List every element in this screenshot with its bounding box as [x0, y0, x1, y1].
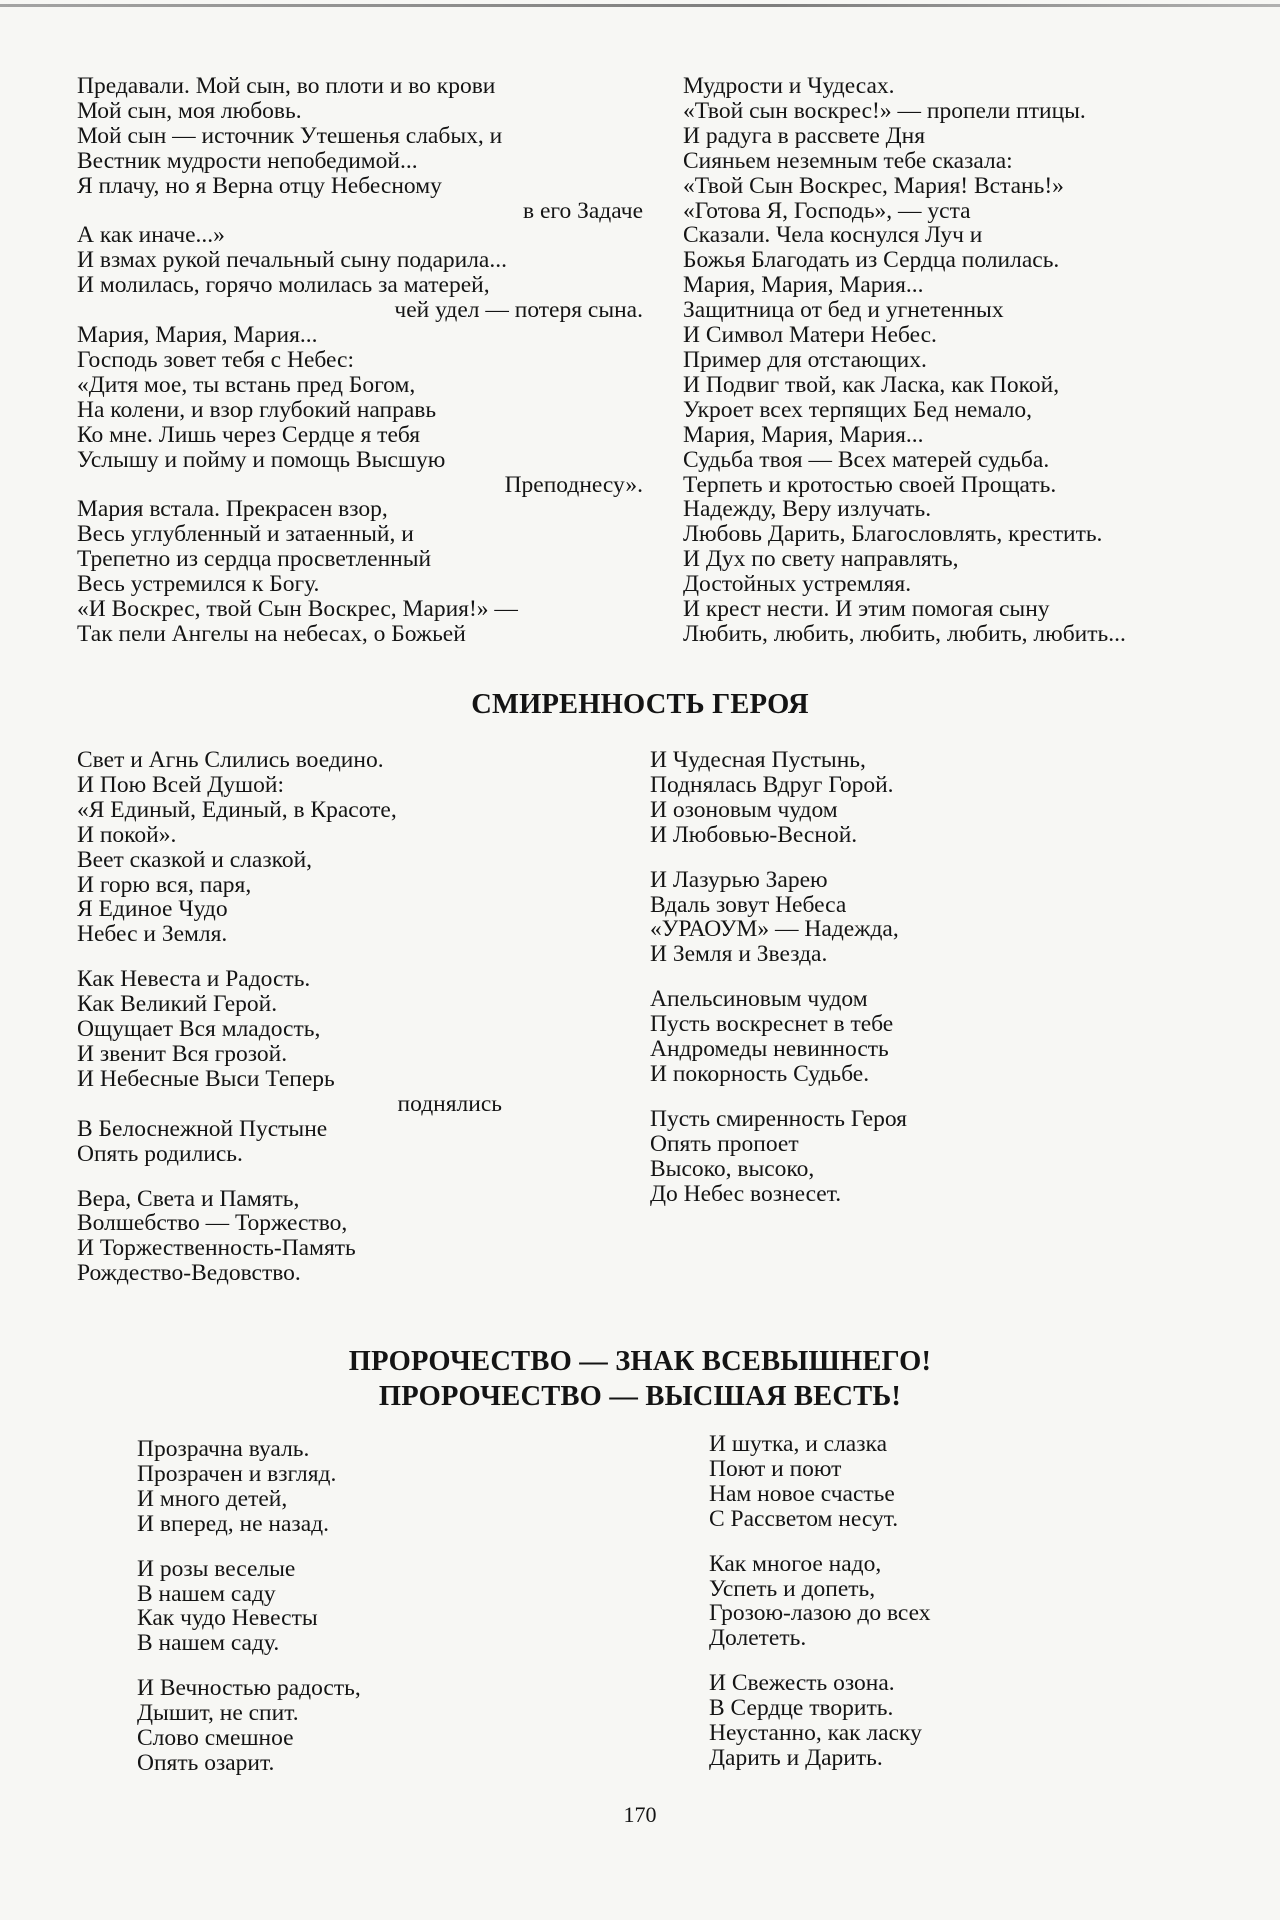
- poem-line: Предавали. Мой сын, во плоти и во крови: [77, 73, 496, 99]
- poem-line: Прозрачен и взгляд.: [137, 1460, 337, 1487]
- poem-line: Вдаль зовут Небеса: [650, 891, 847, 918]
- poem3-title-line1: ПРОРОЧЕСТВО — ЗНАК ВСЕВЫШНЕГО!: [348, 1346, 932, 1377]
- poem-line: Андромеды невинность: [650, 1036, 889, 1063]
- poem-line: И покой».: [77, 821, 177, 848]
- stanza-gap: [709, 1532, 1109, 1552]
- poem2-right-column: [650, 748, 1050, 1207]
- poem-line: До Небес вознесет.: [650, 1180, 842, 1207]
- poem-line: В Сердце творить.: [709, 1695, 894, 1722]
- poem-line: Как чудо Невесты: [137, 1605, 318, 1632]
- poem-line: Небес и Земля.: [77, 921, 228, 948]
- poem-line: Мой сын, моя любовь.: [77, 97, 302, 124]
- poem-line: Вера, Света и Память,: [77, 1185, 300, 1212]
- poem-line: И озоновым чудом: [650, 796, 838, 823]
- poem-line: Укроет всех терпящих Бед немало,: [683, 396, 1033, 423]
- poem-line: Мудрости и Чудесах.: [683, 73, 895, 99]
- poem-line: Волшебство — Торжество,: [77, 1210, 348, 1237]
- poem-line: И шутка, и слазка: [709, 1431, 888, 1457]
- poem-line: Пусть воскреснет в тебе: [650, 1011, 894, 1038]
- poem3-title-line2: ПРОРОЧЕСТВО — ВЫСШАЯ ВЕСТЬ!: [378, 1381, 902, 1412]
- poem-line: Мария встала. Прекрасен взор,: [77, 496, 388, 523]
- poem-line: Пусть смиренность Героя: [650, 1105, 907, 1132]
- poem-line: И Торжественность-Память: [77, 1235, 356, 1262]
- poem-line: И Земля и Звезда.: [650, 941, 828, 968]
- poem-line: Вестник мудрости непобедимой...: [77, 147, 418, 174]
- poem-line: Весь углубленный и затаенный, и: [77, 521, 414, 548]
- stanza-gap: [650, 967, 1050, 987]
- poem-line: Ко мне. Лишь через Сердце я тебя: [77, 421, 421, 448]
- poem-line: И Свежесть озона.: [709, 1670, 895, 1697]
- poem-line: Неустанно, как ласку: [709, 1720, 922, 1747]
- poem-line: поднялись: [397, 1090, 502, 1117]
- poem-line: В нашем саду: [137, 1580, 276, 1607]
- poem-line: Господь зовет тебя с Небес:: [77, 346, 354, 373]
- poem-line: Веет сказкой и слазкой,: [77, 846, 313, 873]
- poem-line: «И Воскрес, твой Сын Воскрес, Мария!» —: [77, 596, 518, 623]
- poem-line: Я плачу, но я Верна отцу Небесному: [77, 172, 442, 199]
- stanza-gap: [77, 1167, 502, 1187]
- stanza-gap: [137, 1537, 537, 1557]
- poem-line: И Пою Всей Душой:: [77, 771, 285, 798]
- poem-line: Дышит, не спит.: [137, 1700, 299, 1727]
- poem-line: С Рассветом несут.: [709, 1505, 899, 1532]
- poem-line: Как многое надо,: [709, 1550, 882, 1577]
- poem-line: И крест нести. И этим помогая сыну: [683, 596, 1050, 623]
- poem-line: «Я Единый, Единый, в Красоте,: [77, 796, 397, 823]
- poem-line: И Лазурью Зарею: [650, 866, 828, 893]
- poem2-left-column: [77, 748, 502, 1286]
- poem-line: И Любовью-Весной.: [650, 821, 858, 848]
- poem-line: Нам новое счастье: [709, 1480, 895, 1507]
- poem-line: Мария, Мария, Мария...: [683, 272, 924, 299]
- poem-line: И Чудесная Пустынь,: [650, 747, 866, 773]
- poem-line: «Твой сын воскрес!» — пропели птицы.: [683, 97, 1086, 124]
- poem-line: Опять пропоет: [650, 1130, 799, 1157]
- poem-line: Я Единое Чудо: [77, 896, 228, 923]
- poem-line: Достойных устремляя.: [683, 571, 912, 598]
- poem-line: Судьба твоя — Всех матерей судьба.: [683, 446, 1050, 473]
- poem-line: Терпеть и кротостью своей Прощать.: [683, 471, 1057, 498]
- poem-line: «УРАОУМ» — Надежда,: [650, 916, 899, 943]
- poem-line: И взмах рукой печальный сыну подарила...: [77, 247, 507, 274]
- poem-line: Долететь.: [709, 1625, 807, 1652]
- poem-line: Прозрачна вуаль.: [137, 1436, 310, 1462]
- poem-line: Пример для отстающих.: [683, 346, 927, 373]
- poem-line: Грозою-лазою до всех: [709, 1600, 931, 1627]
- poem-line: В Белоснежной Пустыне: [77, 1115, 328, 1142]
- poem-line: В нашем саду.: [137, 1630, 280, 1657]
- poem-line: Высоко, высоко,: [650, 1155, 815, 1182]
- poem-line: Мой сын — источник Утешенья слабых, и: [77, 122, 503, 149]
- poem-line: Дарить и Дарить.: [709, 1744, 883, 1771]
- poem-line: Опять озарит.: [137, 1749, 275, 1776]
- poem-line: И вперед, не назад.: [137, 1510, 329, 1537]
- page-number: 170: [623, 1802, 657, 1827]
- poem-line: Ощущает Вся младость,: [77, 1016, 321, 1043]
- poem-line: Как Невеста и Радость.: [77, 966, 311, 993]
- poem-line: Любовь Дарить, Благословлять, крестить.: [683, 521, 1103, 548]
- poem-line: чей удел — потеря сына.: [394, 297, 643, 324]
- poem-line: Опять родились.: [77, 1140, 243, 1167]
- poem-line: На колени, и взор глубокий направь: [77, 396, 437, 423]
- poem-line: «Дитя мое, ты встань пред Богом,: [77, 371, 416, 398]
- stanza-gap: [137, 1656, 537, 1676]
- poem-line: Божья Благодать из Сердца полилась.: [683, 247, 1060, 274]
- poem-line: «Готова Я, Господь», — уста: [683, 197, 971, 224]
- poem3-left-column: [137, 1437, 537, 1776]
- poem-line: И Символ Матери Небес.: [683, 322, 937, 349]
- poem-line: Так пели Ангелы на небесах, о Божьей: [77, 620, 466, 647]
- poem-line: Сияньем неземным тебе сказала:: [683, 147, 1013, 174]
- poem-line: Весь устремился к Богу.: [77, 571, 320, 598]
- poem-line: Поют и поют: [709, 1455, 842, 1482]
- poem-line: И розы веселые: [137, 1555, 296, 1582]
- poem1-right-column: [683, 74, 1243, 647]
- poem-line: Свет и Агнь Слились воедино.: [77, 747, 384, 773]
- poem-line: Мария, Мария, Мария...: [77, 322, 318, 349]
- poem-line: И покорность Судьбе.: [650, 1060, 870, 1087]
- poem-line: Поднялась Вдруг Горой.: [650, 771, 894, 798]
- poem-line: И горю вся, паря,: [77, 871, 252, 898]
- poem-line: И Дух по свету направлять,: [683, 546, 959, 573]
- poem-line: И звенит Вся грозой.: [77, 1040, 288, 1067]
- poem-line: И много детей,: [137, 1485, 288, 1512]
- poem-line: Любить, любить, любить, любить, любить...: [683, 620, 1126, 647]
- poem-line: Апельсиновым чудом: [650, 986, 868, 1013]
- poem-line: Слово смешное: [137, 1725, 294, 1752]
- poem-line: Сказали. Чела коснулся Луч и: [683, 222, 983, 249]
- poem-line: Услышу и пойму и помощь Высшую: [77, 446, 446, 473]
- poem-line: «Твой Сын Воскрес, Мария! Встань!»: [683, 172, 1064, 199]
- poem-line: Защитница от бед и угнетенных: [683, 297, 1004, 324]
- poem-line: Трепетно из сердца просветленный: [77, 546, 432, 573]
- stanza-gap: [709, 1651, 1109, 1671]
- poem-line: И Небесные Выси Теперь: [77, 1065, 335, 1092]
- poem-line: И Вечностью радость,: [137, 1675, 361, 1702]
- poem-line: Надежду, Веру излучать.: [683, 496, 932, 523]
- poem-line: Рождество-Ведовство.: [77, 1260, 301, 1287]
- poem-line: в его Задаче: [523, 197, 643, 224]
- poem-line: Как Великий Герой.: [77, 991, 278, 1018]
- poem3-right-column: [709, 1432, 1109, 1771]
- poem-line: А как иначе...»: [77, 222, 225, 249]
- poem-line: И радуга в рассвете Дня: [683, 122, 926, 149]
- poem-line: И молилась, горячо молилась за матерей,: [77, 272, 490, 299]
- stanza-gap: [650, 848, 1050, 868]
- page-top-rule: [0, 4, 1280, 7]
- stanza-gap: [650, 1087, 1050, 1107]
- poem1-left-column: [77, 74, 643, 647]
- poem-line: Мария, Мария, Мария...: [683, 421, 924, 448]
- poem-line: Успеть и допеть,: [709, 1575, 876, 1602]
- stanza-gap: [77, 947, 502, 967]
- poem2-title: СМИРЕННОСТЬ ГЕРОЯ: [471, 689, 809, 720]
- poem-line: И Подвиг твой, как Ласка, как Покой,: [683, 371, 1060, 398]
- poem-line: Преподнесу».: [504, 471, 643, 498]
